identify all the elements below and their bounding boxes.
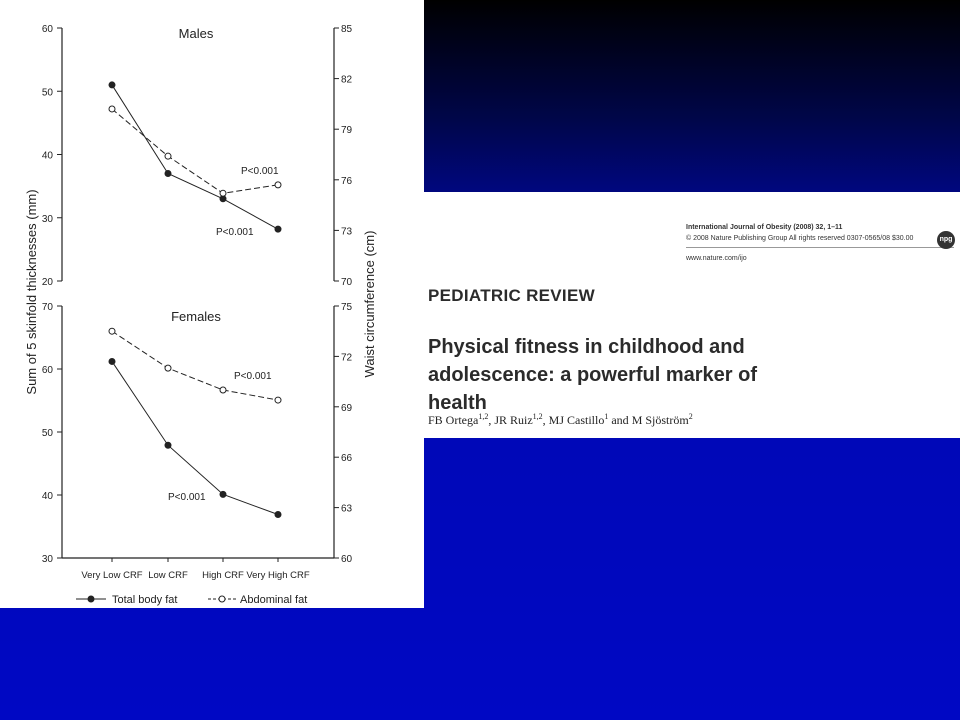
journal-divider	[686, 247, 954, 248]
p-value-annotation: P<0.001	[168, 492, 206, 503]
p-value-annotation: P<0.001	[241, 166, 279, 177]
y-tick-label-right: 72	[341, 352, 353, 364]
y-tick-label-right: 63	[341, 503, 353, 515]
author-affiliation: 1,2	[532, 412, 543, 421]
y-tick-label-left: 20	[41, 277, 53, 288]
legend-total-marker	[88, 596, 94, 602]
y-tick-label-right: 75	[341, 302, 353, 313]
total-body-fat-point	[220, 491, 226, 497]
y-tick-label-left: 30	[41, 554, 53, 565]
journal-url: www.nature.com/ijo	[686, 255, 747, 262]
abdominal-fat-line	[112, 109, 278, 193]
abdominal-fat-point	[220, 387, 226, 393]
author-name: FB Ortega	[428, 413, 479, 427]
author-name: JR Ruiz	[494, 413, 533, 427]
author-list: FB Ortega$^{1,2}$, JR Ruiz$^{1,2}$, MJ Castillo$^1$ and M Sjöström$^2$	[428, 412, 693, 427]
journal-name: International Journal of Obesity (2008) 32, 1–11	[686, 224, 843, 231]
y-tick-label-right: 66	[341, 453, 353, 465]
y-tick-label-right: 79	[341, 125, 353, 137]
y-tick-label-left: 50	[41, 87, 53, 99]
legend-total-label: Total body fat	[112, 594, 178, 606]
y-axis-label-right: Waist circumference (cm)	[362, 230, 377, 378]
abdominal-fat-point	[109, 106, 115, 112]
y-tick-label-right: 73	[341, 226, 353, 238]
panel-title: Males	[178, 26, 214, 41]
x-tick-label: Very Low CRF	[81, 570, 143, 581]
total-body-fat-point	[275, 226, 281, 232]
abdominal-fat-point	[109, 328, 115, 334]
y-tick-label-right: 85	[341, 24, 353, 35]
y-tick-label-right: 82	[341, 74, 353, 86]
total-body-fat-point	[109, 82, 115, 88]
x-tick-label: High CRF	[202, 570, 244, 581]
y-tick-label-left: 60	[41, 365, 53, 376]
y-tick-label-left: 60	[41, 24, 53, 35]
section-label: PEDIATRIC REVIEW	[428, 286, 595, 305]
fitness-chart	[0, 0, 424, 608]
author-affiliation: 1,2	[478, 412, 489, 421]
npg-logo-icon: npg	[937, 231, 955, 249]
abdominal-fat-point	[165, 365, 171, 371]
legend-abdominal-label: Abdominal fat	[240, 594, 308, 606]
paper-header-panel	[424, 192, 960, 438]
total-body-fat-point	[275, 512, 281, 518]
chart-panel	[0, 0, 424, 608]
y-tick-label-right: 60	[341, 554, 353, 565]
total-body-fat-line	[112, 85, 278, 229]
p-value-annotation: P<0.001	[234, 371, 272, 382]
x-tick-label: Low CRF	[148, 570, 188, 581]
y-tick-label-left: 50	[41, 428, 53, 439]
y-tick-label-left: 40	[41, 150, 53, 162]
author-affiliation: 1	[604, 412, 609, 421]
total-body-fat-point	[165, 442, 171, 448]
y-tick-label-left: 30	[41, 213, 53, 225]
abdominal-fat-line	[112, 331, 278, 400]
author-affiliation: 2	[688, 412, 693, 421]
y-axis-label-left: Sum of 5 skinfold thicknesses (mm)	[24, 189, 39, 395]
x-tick-label: Very High CRF	[246, 570, 310, 581]
panel-title: Females	[171, 309, 221, 324]
y-tick-label-right: 76	[341, 175, 353, 187]
p-value-annotation: P<0.001	[216, 227, 254, 238]
author-name: M Sjöström	[631, 413, 689, 427]
author-name: MJ Castillo	[548, 413, 605, 427]
abdominal-fat-point	[220, 190, 226, 196]
y-tick-label-left: 40	[41, 491, 53, 502]
abdominal-fat-point	[275, 397, 281, 403]
legend-abdominal-marker	[219, 596, 225, 602]
abdominal-fat-point	[165, 153, 171, 159]
y-tick-label-left: 70	[41, 302, 53, 313]
total-body-fat-point	[109, 358, 115, 364]
copyright-line: © 2008 Nature Publishing Group All rights reserved 0307-0565/08 $30.00	[686, 235, 914, 242]
y-tick-label-right: 70	[341, 277, 353, 288]
paper-title: Physical fitness in childhood and adolescence: a powerful marker of health	[428, 336, 758, 414]
total-body-fat-point	[165, 170, 171, 176]
y-tick-label-right: 69	[341, 402, 353, 414]
abdominal-fat-point	[275, 182, 281, 188]
